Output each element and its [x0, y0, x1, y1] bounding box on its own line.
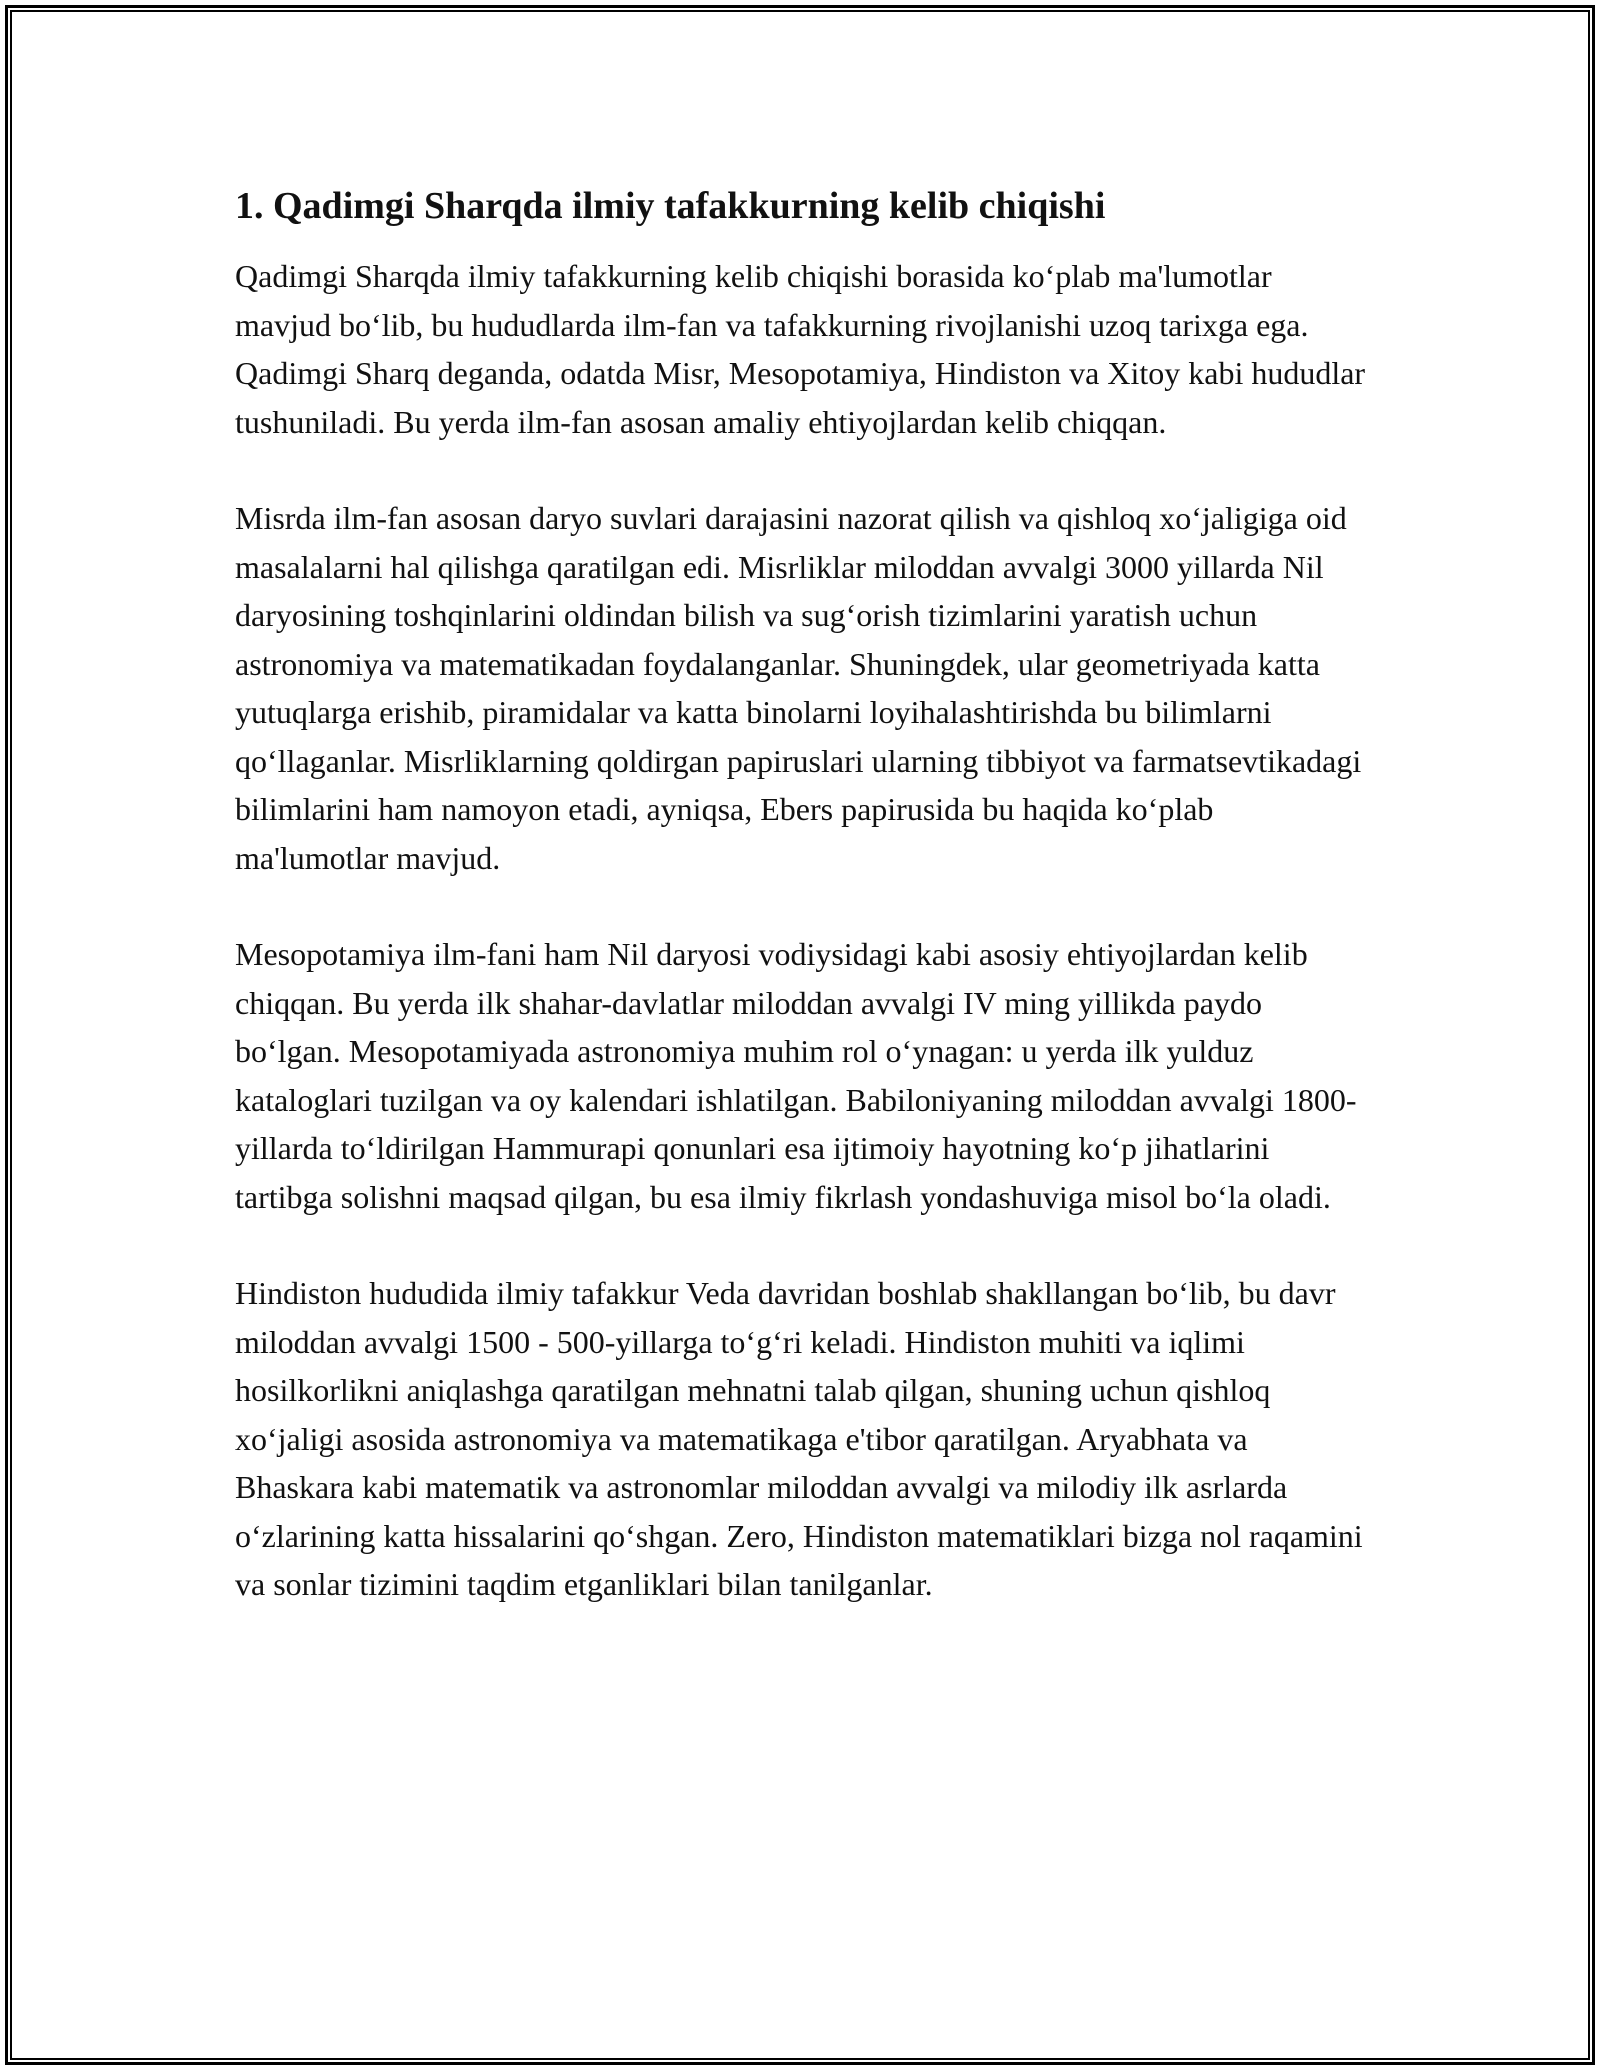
paragraph-egypt: Misrda ilm-fan asosan daryo suvlari darajasini nazorat qilish va qishloq xo‘jaligiga oid masalalarni hal qilishga qaratilgan edi. Misrliklar miloddan avvalgi 3000 yillarda Nil daryosining toshqinlarini oldindan bilish va sug‘orish tizimlarini yaratish uchun astronomiya va matematikadan foydalanganlar. Shuningdek, ular geometriyada katta yutuqlarga erishib, piramidalar va katta binolarni loyihalashtirishda bu bilimlarni qo‘llaganlar. Misrliklarning qoldirgan papiruslari ularning tibbiyot va farmatsevtikadagi bilimlarini ham namoyon etadi, ayniqsa, Ebers papirusida bu haqida ko‘plab ma'lumotlar mavjud. [235, 500, 1362, 876]
paragraph-india: Hindiston hududida ilmiy tafakkur Veda davridan boshlab shakllangan bo‘lib, bu davr miloddan avvalgi 1500 - 500-yillarga to‘g‘ri keladi. Hindiston muhiti va iqlimi hosilkorlikni aniqlashga qaratilgan mehnatni talab qilgan, shuning uchun qishloq xo‘jaligi asosida astronomiya va matematikaga e'tibor qaratilgan. Aryabhata va Bhaskara kabi matematik va astronomlar miloddan avvalgi va milodiy ilk asrlarda o‘zlarining katta hissalarini qo‘shgan. Zero, Hindiston matematiklari bizga nol raqamini va sonlar tizimini taqdim etganliklari bilan tanilganlar. [235, 1275, 1363, 1602]
section-heading: 1. Qadimgi Sharqda ilmiy tafakkurning kelib chiqishi [235, 185, 1106, 227]
paragraph-intro: Qadimgi Sharqda ilmiy tafakkurning kelib chiqishi borasida ko‘plab ma'lumotlar mavjud bo‘lib, bu hududlarda ilm-fan va tafakkurning rivojlanishi uzoq tarixga ega. Qadimgi Sharq deganda, odatda Misr, Mesopotamiya, Hindiston va Xitoy kabi hududlar tushuniladi. Bu yerda ilm-fan asosan amaliy ehtiyojlardan kelib chiqqan. [235, 258, 1366, 440]
document-body [235, 182, 1370, 1657]
paragraph-mesopotamia: Mesopotamiya ilm-fani ham Nil daryosi vodiysidagi kabi asosiy ehtiyojlardan kelib chiqqan. Bu yerda ilk shahar-davlatlar miloddan avvalgi IV ming yillikda paydo bo‘lgan. Mesopotamiyada astronomiya muhim rol o‘ynagan: u yerda ilk yulduz kataloglari tuzilgan va oy kalendari ishlatilgan. Babiloniyaning miloddan avvalgi 1800-yillarda to‘ldirilgan Hammurapi qonunlari esa ijtimoiy hayotning ko‘p jihatlarini tartibga solishni maqsad qilgan, bu esa ilmiy fikrlash yondashuviga misol bo‘la oladi. [235, 936, 1357, 1215]
